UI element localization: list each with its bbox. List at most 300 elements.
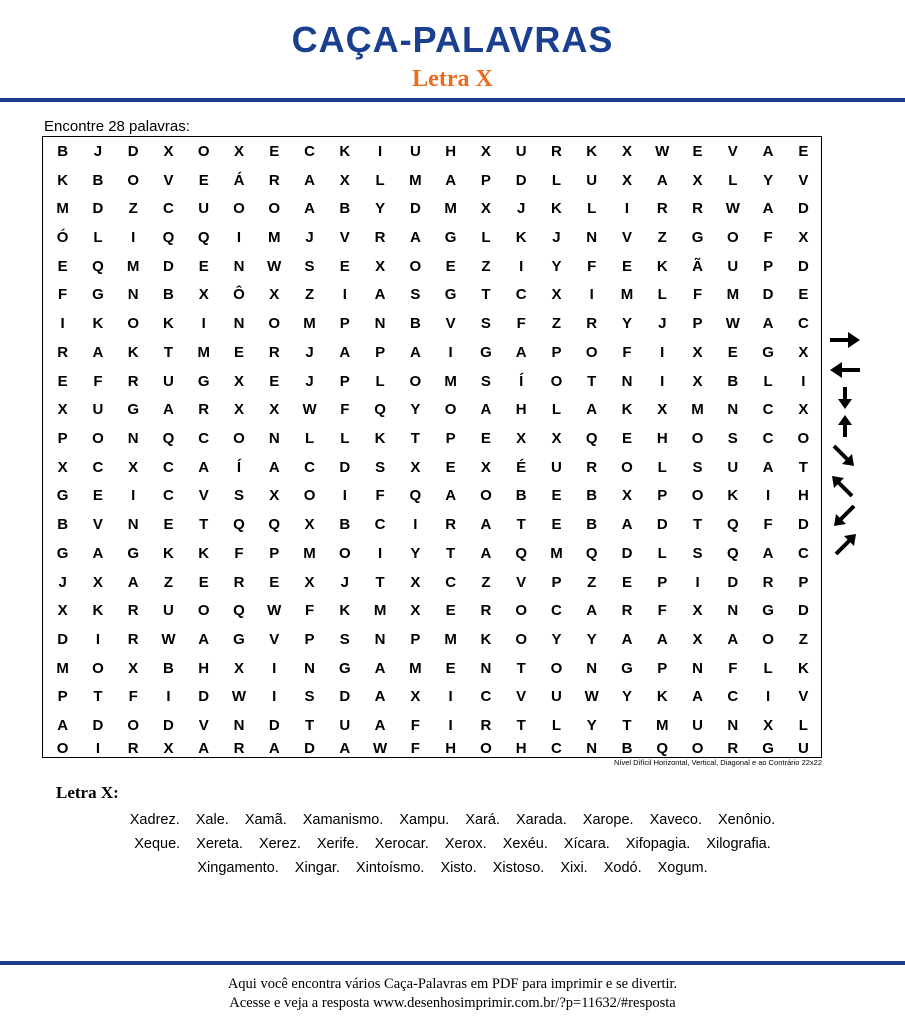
grid-letter: A bbox=[480, 544, 492, 562]
grid-letter: M bbox=[691, 401, 704, 419]
grid-letter: L bbox=[657, 458, 667, 476]
grid-letter: T bbox=[163, 343, 174, 361]
grid-letter: B bbox=[515, 487, 527, 505]
grid-letter: O bbox=[56, 739, 69, 757]
grid-letter: A bbox=[374, 717, 386, 735]
grid-letter: D bbox=[127, 142, 139, 160]
grid-letter: G bbox=[233, 630, 245, 648]
grid-letter: K bbox=[92, 315, 104, 333]
grid-letter: D bbox=[656, 516, 668, 534]
grid-letter: O bbox=[92, 429, 104, 447]
grid-letter: O bbox=[691, 739, 704, 757]
grid-letter: N bbox=[727, 602, 739, 620]
grid-letter: N bbox=[127, 516, 139, 534]
up-arrow-icon bbox=[828, 414, 862, 438]
grid-letter: R bbox=[127, 372, 139, 390]
grid-letter: T bbox=[93, 688, 103, 706]
grid-letter: U bbox=[339, 717, 351, 735]
grid-letter: O bbox=[197, 602, 210, 620]
grid-letter: Y bbox=[763, 171, 774, 189]
grid-letter: S bbox=[410, 286, 421, 304]
word-item: Xifopagia. bbox=[625, 836, 691, 852]
grid-letter: V bbox=[445, 315, 456, 333]
grid-letter: R bbox=[268, 343, 280, 361]
grid-letter: A bbox=[409, 343, 421, 361]
grid-letter: I bbox=[766, 487, 771, 505]
grid-letter: X bbox=[692, 171, 703, 189]
grid-letter: P bbox=[798, 573, 809, 591]
grid-letter: Y bbox=[410, 401, 421, 419]
grid-letter: I bbox=[166, 688, 171, 706]
grid-letter: X bbox=[551, 286, 562, 304]
word-item: Xampu. bbox=[399, 812, 450, 828]
grid-letter: P bbox=[269, 544, 280, 562]
grid-letter: C bbox=[198, 429, 210, 447]
grid-letter: Z bbox=[798, 630, 808, 648]
grid-letter: F bbox=[375, 487, 385, 505]
down-left-arrow-icon bbox=[828, 504, 862, 528]
grid-letter: K bbox=[727, 487, 739, 505]
word-list-row bbox=[20, 832, 885, 856]
word-list bbox=[20, 808, 885, 880]
word-item: Xará. bbox=[465, 812, 500, 828]
grid-letter: D bbox=[163, 257, 174, 275]
grid-letter: O bbox=[233, 429, 245, 447]
grid-letter: X bbox=[339, 171, 350, 189]
grid-letter: T bbox=[587, 372, 597, 390]
grid-letter: E bbox=[727, 343, 738, 361]
grid-letter: M bbox=[126, 257, 140, 275]
grid-letter: X bbox=[269, 487, 280, 505]
grid-letter: T bbox=[481, 286, 491, 304]
grid-letter: V bbox=[621, 228, 632, 246]
grid-letter: A bbox=[198, 739, 210, 757]
grid-letter: W bbox=[267, 257, 282, 275]
grid-letter: Q bbox=[374, 401, 386, 419]
grid-letter: Y bbox=[586, 630, 597, 648]
grid-letter: U bbox=[163, 372, 174, 390]
grid-letter: Y bbox=[621, 315, 632, 333]
grid-letter: O bbox=[92, 659, 104, 677]
grid-letter: A bbox=[762, 142, 774, 160]
grid-letter: E bbox=[445, 659, 456, 677]
grid-letter: Z bbox=[481, 257, 491, 275]
grid-letter: K bbox=[339, 602, 351, 620]
grid-letter: R bbox=[656, 200, 668, 218]
grid-letter: P bbox=[57, 429, 68, 447]
grid-letter: G bbox=[56, 487, 69, 505]
grid-letter: R bbox=[198, 401, 210, 419]
grid-letter: G bbox=[444, 286, 457, 304]
grid-letter: S bbox=[339, 630, 350, 648]
grid-letter: U bbox=[163, 602, 174, 620]
grid-letter: K bbox=[339, 142, 351, 160]
word-item: Xale. bbox=[195, 812, 229, 828]
grid-letter: N bbox=[233, 257, 245, 275]
grid-letter: Z bbox=[128, 200, 138, 218]
grid-letter: X bbox=[657, 401, 668, 419]
grid-letter: K bbox=[92, 602, 104, 620]
grid-letter: Ô bbox=[233, 286, 245, 304]
word-item: Xamã. bbox=[244, 812, 287, 828]
word-item: Xilografia. bbox=[706, 836, 771, 852]
grid-letter: D bbox=[797, 257, 809, 275]
grid-letter: T bbox=[375, 573, 385, 591]
grid-letter: A bbox=[374, 286, 386, 304]
grid-letter: F bbox=[692, 286, 703, 304]
grid-letter: A bbox=[445, 487, 457, 505]
grid-letter: N bbox=[233, 315, 245, 333]
grid-letter: A bbox=[692, 688, 703, 706]
grid-letter: B bbox=[339, 200, 351, 218]
grid-letter: I bbox=[660, 343, 665, 361]
grid-letter: K bbox=[656, 688, 668, 706]
grid-letter: C bbox=[551, 602, 562, 620]
grid-letter: N bbox=[586, 739, 598, 757]
word-item: Xerox. bbox=[444, 836, 487, 852]
grid-letter: R bbox=[57, 343, 69, 361]
grid-letter: F bbox=[410, 739, 420, 757]
grid-letter: G bbox=[762, 343, 774, 361]
word-item: Xodó. bbox=[603, 860, 642, 876]
bottom-divider bbox=[0, 961, 905, 965]
grid-letter: R bbox=[621, 602, 633, 620]
word-item: Xenônio. bbox=[717, 812, 776, 828]
right-arrow-icon bbox=[828, 328, 862, 352]
grid-letter: M bbox=[444, 372, 457, 390]
grid-letter: N bbox=[621, 372, 633, 390]
grid-letter: N bbox=[127, 429, 139, 447]
grid-letter: A bbox=[198, 630, 210, 648]
word-item: Xerife. bbox=[316, 836, 359, 852]
grid-letter: X bbox=[198, 286, 209, 304]
grid-letter: N bbox=[586, 659, 598, 677]
up-right-arrow-icon bbox=[828, 532, 862, 556]
word-item: Xingamento. bbox=[197, 860, 279, 876]
grid-letter: L bbox=[304, 429, 315, 447]
grid-letter: L bbox=[551, 171, 562, 189]
grid-letter: C bbox=[92, 458, 104, 476]
grid-letter: S bbox=[727, 429, 738, 447]
grid-letter: U bbox=[586, 171, 598, 189]
grid-letter: R bbox=[727, 739, 739, 757]
grid-letter: P bbox=[304, 630, 315, 648]
grid-letter: P bbox=[657, 487, 668, 505]
grid-letter: O bbox=[409, 257, 422, 275]
grid-letter: B bbox=[57, 516, 69, 534]
grid-letter: T bbox=[622, 717, 632, 735]
grid-letter: Z bbox=[304, 286, 315, 304]
grid-letter: Z bbox=[657, 228, 667, 246]
grid-letter: I bbox=[448, 688, 453, 706]
grid-letter: U bbox=[409, 142, 421, 160]
up-left-arrow-icon bbox=[828, 474, 862, 498]
grid-letter: O bbox=[550, 372, 563, 390]
grid-letter: L bbox=[551, 717, 562, 735]
grid-letter: G bbox=[338, 659, 351, 677]
grid-letter: O bbox=[127, 171, 139, 189]
grid-letter: L bbox=[375, 171, 385, 189]
grid-letter: H bbox=[445, 142, 457, 160]
grid-letter: K bbox=[586, 142, 598, 160]
grid-letter: O bbox=[338, 544, 351, 562]
grid-letter: X bbox=[798, 401, 809, 419]
grid-letter: R bbox=[233, 573, 245, 591]
grid-letter: C bbox=[445, 573, 457, 591]
grid-letter: A bbox=[762, 200, 774, 218]
grid-letter: Q bbox=[233, 602, 245, 620]
grid-letter: P bbox=[692, 315, 703, 333]
grid-letter: I bbox=[378, 142, 383, 160]
grid-letter: R bbox=[233, 739, 245, 757]
grid-letter: Y bbox=[375, 200, 386, 218]
grid-letter: T bbox=[516, 717, 526, 735]
grid-letter: H bbox=[515, 401, 527, 419]
grid-letter: M bbox=[444, 200, 457, 218]
grid-letter: O bbox=[515, 602, 527, 620]
grid-letter: Ã bbox=[692, 257, 703, 275]
grid-letter: L bbox=[657, 544, 667, 562]
grid-letter: G bbox=[691, 228, 704, 246]
grid-letter: U bbox=[515, 142, 527, 160]
grid-letter: P bbox=[375, 343, 386, 361]
grid-letter: N bbox=[586, 228, 598, 246]
grid-letter: X bbox=[692, 630, 703, 648]
grid-letter: A bbox=[727, 630, 739, 648]
grid-letter: R bbox=[551, 142, 562, 160]
grid-letter: X bbox=[233, 401, 244, 419]
grid-letter: X bbox=[692, 372, 703, 390]
grid-letter: J bbox=[305, 372, 314, 390]
grid-letter: F bbox=[657, 602, 667, 620]
grid-letter: K bbox=[621, 401, 633, 419]
grid-letter: B bbox=[586, 516, 598, 534]
grid-letter: Y bbox=[551, 630, 562, 648]
grid-letter: D bbox=[92, 717, 104, 735]
page-subtitle: Letra X bbox=[412, 66, 493, 92]
grid-letter: X bbox=[304, 573, 315, 591]
word-search-grid bbox=[42, 136, 822, 758]
grid-letter: O bbox=[480, 739, 492, 757]
word-item: Xintoísmo. bbox=[355, 860, 425, 876]
grid-letter: X bbox=[516, 429, 527, 447]
grid-letter: T bbox=[516, 516, 526, 534]
grid-letter: U bbox=[198, 200, 210, 218]
grid-letter: D bbox=[339, 458, 351, 476]
page-title: CAÇA-PALAVRAS bbox=[291, 19, 614, 60]
grid-letter: X bbox=[410, 602, 421, 620]
grid-letter: E bbox=[621, 573, 632, 591]
grid-letter: E bbox=[445, 257, 456, 275]
grid-letter: M bbox=[303, 544, 316, 562]
grid-letter: D bbox=[621, 544, 633, 562]
word-item: Xogum. bbox=[657, 860, 708, 876]
grid-letter: N bbox=[692, 659, 703, 677]
grid-letter: X bbox=[233, 372, 244, 390]
grid-letter: E bbox=[621, 429, 632, 447]
grid-letter: W bbox=[725, 315, 740, 333]
grid-letter: I bbox=[131, 228, 136, 246]
grid-letter: O bbox=[303, 487, 316, 505]
grid-letter: L bbox=[551, 401, 562, 419]
grid-letter: L bbox=[587, 200, 597, 218]
grid-letter: A bbox=[339, 343, 351, 361]
grid-letter: X bbox=[128, 659, 139, 677]
grid-letter: D bbox=[727, 573, 739, 591]
grid-letter: A bbox=[198, 458, 210, 476]
grid-letter: B bbox=[92, 171, 104, 189]
grid-letter: F bbox=[234, 544, 244, 562]
grid-letter: V bbox=[269, 630, 280, 648]
grid-letter: U bbox=[727, 458, 739, 476]
grid-letter: E bbox=[692, 142, 703, 160]
grid-letter: X bbox=[233, 659, 244, 677]
grid-letter: L bbox=[340, 429, 350, 447]
grid-letter: G bbox=[127, 544, 139, 562]
grid-letter: O bbox=[691, 487, 704, 505]
grid-letter: A bbox=[92, 544, 104, 562]
grid-letter: E bbox=[163, 516, 174, 534]
grid-letter: X bbox=[269, 286, 280, 304]
grid-letter: Q bbox=[162, 228, 175, 246]
grid-letter: Y bbox=[586, 717, 597, 735]
down-right-arrow-icon bbox=[828, 444, 862, 468]
grid-letter: O bbox=[127, 717, 139, 735]
grid-letter: G bbox=[621, 659, 633, 677]
grid-letter: K bbox=[480, 630, 492, 648]
grid-letter: K bbox=[163, 544, 174, 562]
grid-letter: O bbox=[691, 429, 704, 447]
grid-letter: Z bbox=[587, 573, 597, 591]
grid-letter: M bbox=[726, 286, 740, 304]
grid-letter: M bbox=[197, 343, 210, 361]
grid-letter: P bbox=[410, 630, 421, 648]
grid-letter: Á bbox=[233, 171, 245, 189]
grid-letter: N bbox=[268, 429, 280, 447]
grid-letter: A bbox=[762, 315, 774, 333]
grid-letter: J bbox=[340, 573, 349, 591]
grid-letter: E bbox=[798, 142, 809, 160]
grid-letter: X bbox=[621, 171, 632, 189]
grid-letter: D bbox=[304, 739, 315, 757]
grid-letter: I bbox=[448, 717, 453, 735]
grid-letter: V bbox=[516, 573, 527, 591]
grid-letter: R bbox=[692, 200, 703, 218]
grid-letter: O bbox=[726, 228, 739, 246]
grid-letter: S bbox=[480, 372, 491, 390]
grid-letter: X bbox=[798, 343, 809, 361]
grid-letter: N bbox=[374, 315, 386, 333]
grid-letter: I bbox=[519, 257, 524, 275]
grid-letter: X bbox=[621, 487, 632, 505]
grid-letter: O bbox=[409, 372, 422, 390]
grid-letter: I bbox=[660, 372, 665, 390]
grid-letter: N bbox=[480, 659, 492, 677]
grid-letter: B bbox=[57, 142, 69, 160]
word-item: Xexéu. bbox=[502, 836, 548, 852]
grid-letter: O bbox=[762, 630, 774, 648]
grid-letter: M bbox=[409, 659, 422, 677]
grid-letter: Q bbox=[197, 228, 210, 246]
grid-letter: E bbox=[269, 142, 280, 160]
grid-letter: D bbox=[339, 688, 351, 706]
grid-letter: X bbox=[798, 228, 809, 246]
grid-letter: E bbox=[445, 602, 456, 620]
grid-letter: U bbox=[92, 401, 104, 419]
grid-letter: A bbox=[621, 516, 633, 534]
grid-letter: O bbox=[127, 315, 139, 333]
instruction-text: Encontre 28 palavras: bbox=[44, 118, 190, 135]
grid-letter: B bbox=[409, 315, 421, 333]
word-item: Xaveco. bbox=[649, 812, 702, 828]
grid-letter: M bbox=[550, 544, 563, 562]
grid-letter: X bbox=[269, 401, 280, 419]
grid-letter: Q bbox=[726, 516, 739, 534]
grid-letter: M bbox=[444, 630, 457, 648]
word-item: Xadrez. bbox=[129, 812, 180, 828]
grid-letter: E bbox=[551, 487, 562, 505]
grid-letter: L bbox=[93, 228, 103, 246]
grid-letter: T bbox=[304, 717, 315, 735]
word-item: Xingar. bbox=[294, 860, 340, 876]
grid-letter: K bbox=[198, 544, 210, 562]
grid-letter: P bbox=[480, 171, 491, 189]
grid-letter: N bbox=[233, 717, 245, 735]
grid-letter: M bbox=[656, 717, 669, 735]
grid-letter: R bbox=[268, 171, 280, 189]
grid-letter: D bbox=[92, 200, 104, 218]
grid-letter: C bbox=[163, 200, 174, 218]
grid-letter: A bbox=[57, 717, 69, 735]
grid-letter: D bbox=[163, 717, 174, 735]
grid-letter: K bbox=[163, 315, 174, 333]
grid-letter: F bbox=[93, 372, 103, 390]
grid-letter: E bbox=[480, 429, 491, 447]
grid-letter: A bbox=[762, 458, 774, 476]
grid-letter: E bbox=[445, 458, 456, 476]
grid-letter: B bbox=[586, 487, 598, 505]
grid-letter: W bbox=[725, 200, 740, 218]
grid-letter: S bbox=[233, 487, 244, 505]
grid-letter: J bbox=[658, 315, 667, 333]
grid-letter: L bbox=[657, 286, 667, 304]
grid-letter: H bbox=[515, 739, 527, 757]
grid-letter: V bbox=[198, 717, 209, 735]
grid-letter: P bbox=[551, 343, 562, 361]
grid-letter: W bbox=[584, 688, 599, 706]
grid-letter: X bbox=[763, 717, 774, 735]
grid-letter: I bbox=[95, 739, 100, 757]
grid-letter: A bbox=[268, 458, 280, 476]
grid-letter: O bbox=[797, 429, 810, 447]
grid-letter: V bbox=[163, 171, 174, 189]
grid-letter: M bbox=[303, 315, 316, 333]
grid-letter: X bbox=[410, 573, 421, 591]
grid-letter: W bbox=[267, 602, 282, 620]
grid-letter: É bbox=[516, 458, 527, 476]
grid-letter: A bbox=[515, 343, 527, 361]
footer-line-1: Aqui você encontra vários Caça-Palavras em PDF para imprimir e se divertir. bbox=[227, 976, 678, 992]
grid-letter: P bbox=[657, 573, 668, 591]
grid-letter: I bbox=[272, 659, 277, 677]
grid-letter: V bbox=[92, 516, 103, 534]
grid-letter: W bbox=[655, 142, 670, 160]
word-list-title: Letra X: bbox=[56, 783, 119, 802]
grid-letter: O bbox=[621, 458, 633, 476]
grid-letter: X bbox=[57, 602, 68, 620]
grid-letter: X bbox=[128, 458, 139, 476]
grid-letter: Q bbox=[585, 429, 598, 447]
